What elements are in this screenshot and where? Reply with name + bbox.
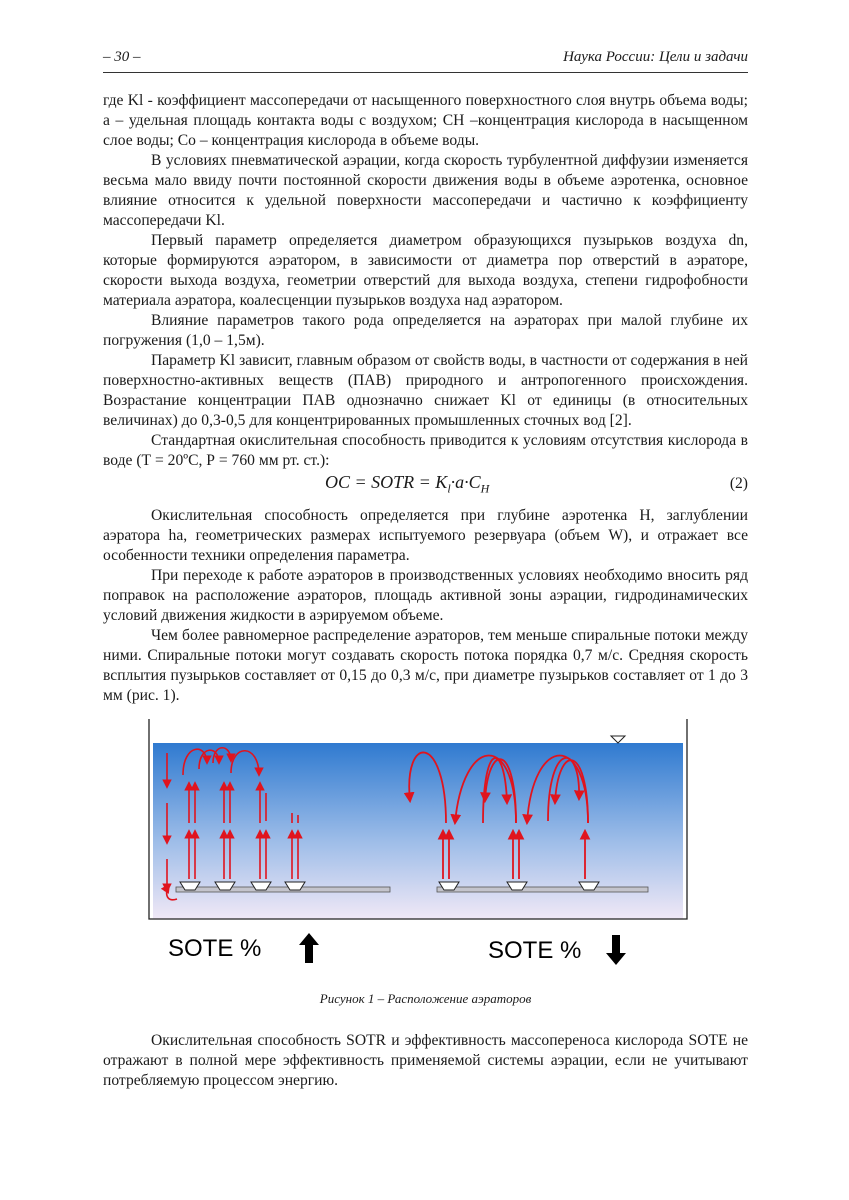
paragraph: где Kl - коэффициент массопередачи от насыщенного поверхностного слоя внутрь объема воды; а – удельная площадь контакта воды с воздухом; СН –концентрация кислорода в насыщенном слое воды; Со – концентрация кислорода в объеме воды. [103,92,748,149]
equation-number: (2) [729,475,748,492]
equation-2 [103,472,748,496]
paragraph: Стандартная окислительная способность приводится к условиям отсутствия кислорода в воде (Т = 20ºС, Р = 760 мм рт. ст.): [103,432,748,469]
arrow-down-icon [605,934,627,966]
page-header [103,49,748,71]
sote-label-right: SOTE % [488,937,582,964]
paragraph: Окислительная способность SOTR и эффективность массопереноса кислорода SOTE не отражают в полной мере эффективность применяемой системы аэрации, если не учитывают потребляемую процессом энергию. [103,1032,748,1089]
paragraph: Параметр Kl зависит, главным образом от свойств воды, в частности от содержания в ней поверхностно-активных веществ (ПАВ) природного и антропогенного происхождения. Возрастание концентрации ПАВ однозначно снижает Kl от единицы (в относительных величинах) до 0,3-0,5 для концентрированных промышленных сточных вод [2]. [103,352,748,429]
paragraph: Чем более равномерное распределение аэраторов, тем меньше спиральные потоки между ними. Спиральные потоки могут создавать скорость потока порядка 0,7 м/с. Средняя скорость всплытия пузырьков составляет от 0,15 до 0,3 м/с, при диаметре пузырьков составляет от 1 до 3 мм (рис. 1). [103,627,748,704]
body-text-top [103,91,748,706]
paragraph: Первый параметр определяется диаметром образующихся пузырьков воздуха dn, которые формируются аэратором, в зависимости от диаметра пор отверстий в аэраторе, скорости выхода воздуха, геометрии отверстий для выхода воздуха, степени гидрофобности материала аэратора, коалесценции пузырьков воздуха над аэратором. [103,232,748,309]
equation-formula: OC = SOTR = $K_l\cdot a\cdot C_H$ [325,472,490,496]
journal-title: Наука России: Цели и задачи [563,49,748,65]
water-body [153,743,683,919]
arrow-up-icon [298,932,320,964]
body-text-bottom [103,1031,748,1091]
sote-label-left: SOTE % [168,935,262,962]
water-level-mark [611,736,625,743]
diffuser-pipe-left [176,887,390,892]
paragraph: При переходе к работе аэраторов в производственных условиях необходимо вносить ряд поправок на расположение аэраторов, площадь активной зоны аэрации, гидродинамических условий движения жидкости в аэрируемом объеме. [103,567,748,624]
paragraph: Окислительная способность определяется при глубине аэротенка Н, заглублении аэратора hа, геометрических размерах испытуемого резервуара (объем W), и отражает все особенности техники определения параметра. [103,507,748,564]
paragraph: В условиях пневматической аэрации, когда скорость турбулентной диффузии изменяется весьма мало ввиду почти постоянной скорости движения воды в объеме аэротенка, основное влияние относится к удельной поверхности массопередачи и частично к коэффициенту массопередачи Kl. [103,152,748,229]
figure-aerators [103,713,748,975]
diffuser-pipe-right [437,887,648,892]
header-rule [103,72,748,73]
figure-caption: Рисунок 1 – Расположение аэраторов [319,991,532,1006]
page-number: – 30 – [103,49,141,65]
paragraph: Влияние параметров такого рода определяется на аэраторах при малой глубине их погружения (1,0 – 1,5м). [103,312,748,349]
